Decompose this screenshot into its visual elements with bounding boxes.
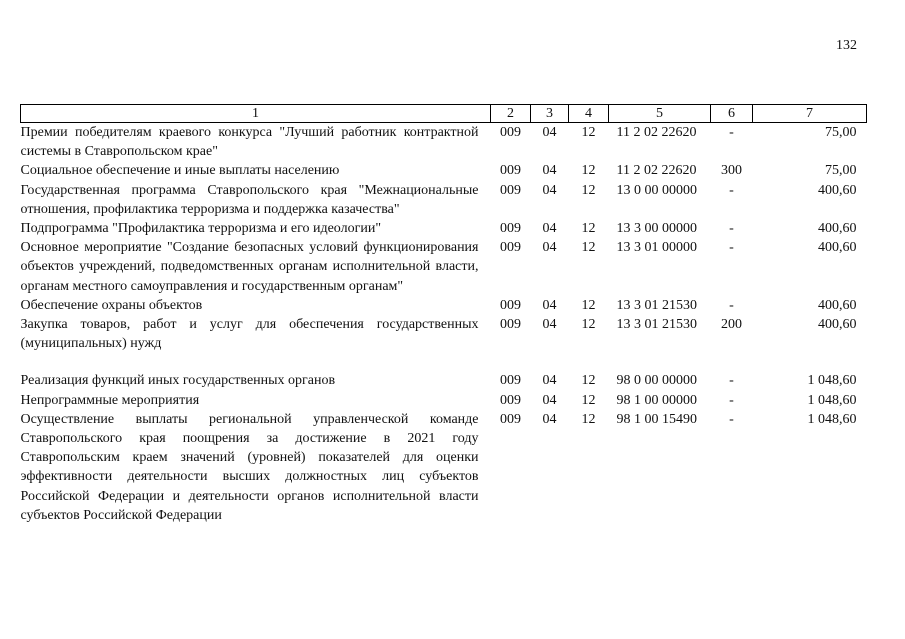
row-col-5-cell: 13 3 00 00000: [616, 221, 697, 237]
row-col-2-cell: 009: [500, 317, 521, 333]
row-name-cell: Основное мероприятие "Создание безопасных условий функционирования объектов учреждений, подведомственных органам исполнительной власти, органам местного самоуправления и государственным органам": [20, 240, 479, 294]
row-col-4-cell: 12: [581, 317, 596, 333]
row-col-5-cell: 98 0 00 00000: [616, 373, 697, 389]
header-col-2: 2: [491, 105, 531, 123]
row-spacer: [21, 353, 867, 371]
header-col-3: 3: [531, 105, 569, 123]
row-col-3-cell: 04: [542, 411, 557, 427]
row-col-6-cell: -: [729, 297, 734, 313]
row-col-5-cell: 13 3 01 00000: [616, 240, 697, 256]
row-col-6-cell: 200: [721, 317, 742, 333]
row-col-7-cell: 1 048,60: [807, 411, 857, 427]
row-col-2-cell: 009: [500, 297, 521, 313]
row-col-5-cell: 13 3 01 21530: [616, 317, 697, 333]
row-col-3-cell: 04: [542, 392, 557, 408]
table-row: [21, 410, 867, 525]
header-col-6: 6: [711, 105, 753, 123]
row-col-3-cell: 04: [542, 297, 557, 313]
row-col-2-cell: 009: [500, 163, 521, 179]
spacer-cell: [21, 353, 867, 371]
row-col-7-cell: 400,60: [818, 182, 857, 198]
row-name-cell: Непрограммные мероприятия: [20, 392, 200, 408]
row-col-6-cell: -: [729, 392, 734, 408]
row-col-5-cell: 13 3 01 21530: [616, 297, 697, 313]
row-col-3-cell: 04: [542, 317, 557, 333]
row-col-6-cell: -: [729, 221, 734, 237]
table-row: [21, 315, 867, 353]
row-col-3-cell: 04: [542, 163, 557, 179]
row-col-6-cell: -: [729, 240, 734, 256]
row-col-2-cell: 009: [500, 392, 521, 408]
row-col-4-cell: 12: [581, 392, 596, 408]
row-col-2-cell: 009: [500, 240, 521, 256]
row-col-5-cell: 13 0 00 00000: [616, 182, 697, 198]
row-col-2-cell: 009: [500, 125, 521, 140]
row-col-4-cell: 12: [581, 373, 596, 389]
row-col-5-cell: 11 2 02 22620: [616, 163, 697, 179]
row-col-4-cell: 12: [581, 411, 596, 427]
row-name-cell: Закупка товаров, работ и услуг для обеспечения государственных (муниципальных) нужд: [20, 317, 479, 352]
row-col-3-cell: 04: [542, 373, 557, 389]
row-col-6-cell: -: [729, 125, 734, 140]
row-col-5-cell: 98 1 00 15490: [616, 411, 697, 427]
row-col-4-cell: 12: [581, 240, 596, 256]
row-col-7-cell: 75,00: [825, 125, 857, 140]
row-col-3-cell: 04: [542, 221, 557, 237]
header-col-1: 1: [21, 105, 491, 123]
row-col-7-cell: 400,60: [818, 240, 857, 256]
row-col-7-cell: 400,60: [818, 317, 857, 333]
table-row: [21, 391, 867, 410]
header-col-4: 4: [569, 105, 609, 123]
row-name-cell: Премии победителям краевого конкурса "Лучший работник контрактной системы в Ставропольском крае": [20, 125, 479, 160]
row-col-7-cell: 400,60: [818, 221, 857, 237]
table-row: [21, 371, 867, 390]
table-row: [21, 219, 867, 238]
row-col-7-cell: 400,60: [818, 297, 857, 313]
row-name-cell: Реализация функций иных государственных органов: [20, 373, 336, 389]
row-col-7-cell: 1 048,60: [807, 373, 857, 389]
header-col-7: 7: [753, 105, 867, 123]
row-col-5-cell: 98 1 00 00000: [616, 392, 697, 408]
row-name-cell: Социальное обеспечение и иные выплаты населению: [20, 163, 340, 179]
table-row: [21, 161, 867, 180]
row-col-4-cell: 12: [581, 221, 596, 237]
row-col-7-cell: 1 048,60: [807, 392, 857, 408]
row-col-4-cell: 12: [581, 297, 596, 313]
table-body: [21, 123, 867, 526]
row-col-7-cell: 75,00: [825, 163, 857, 179]
row-name-cell: Государственная программа Ставропольского края "Межнациональные отношения, профилактика терроризма и поддержка казачества": [20, 182, 479, 217]
row-col-3-cell: 04: [542, 125, 557, 140]
row-col-2-cell: 009: [500, 221, 521, 237]
table-row: [21, 238, 867, 296]
table-row: [21, 296, 867, 315]
row-col-6-cell: 300: [721, 163, 742, 179]
row-col-3-cell: 04: [542, 240, 557, 256]
row-name-cell: Обеспечение охраны объектов: [20, 297, 203, 313]
row-col-4-cell: 12: [581, 163, 596, 179]
row-name-cell: Подпрограмма "Профилактика терроризма и его идеологии": [20, 221, 382, 237]
row-col-4-cell: 12: [581, 182, 596, 198]
row-col-2-cell: 009: [500, 182, 521, 198]
row-name-cell: Осуществление выплаты региональной управленческой команде Ставропольского края поощрения за достижение в 2021 году Ставропольским краем значений (уровней) показателей для оценки эффективности деятельности высших должностных лиц субъектов Российской Федерации и деятельности органов исполнительной власти субъектов Российской Федерации: [20, 411, 479, 523]
table-row: [21, 123, 867, 162]
table-row: [21, 181, 867, 219]
row-col-6-cell: -: [729, 411, 734, 427]
row-col-6-cell: -: [729, 182, 734, 198]
row-col-2-cell: 009: [500, 411, 521, 427]
row-col-5-cell: 11 2 02 22620: [616, 125, 697, 140]
table-header: [21, 105, 867, 123]
header-row: [21, 105, 867, 123]
header-col-5: 5: [609, 105, 711, 123]
row-col-4-cell: 12: [581, 125, 596, 140]
row-col-6-cell: -: [729, 373, 734, 389]
row-col-3-cell: 04: [542, 182, 557, 198]
page-number: 132: [836, 38, 857, 53]
budget-table: [20, 104, 867, 525]
row-col-2-cell: 009: [500, 373, 521, 389]
